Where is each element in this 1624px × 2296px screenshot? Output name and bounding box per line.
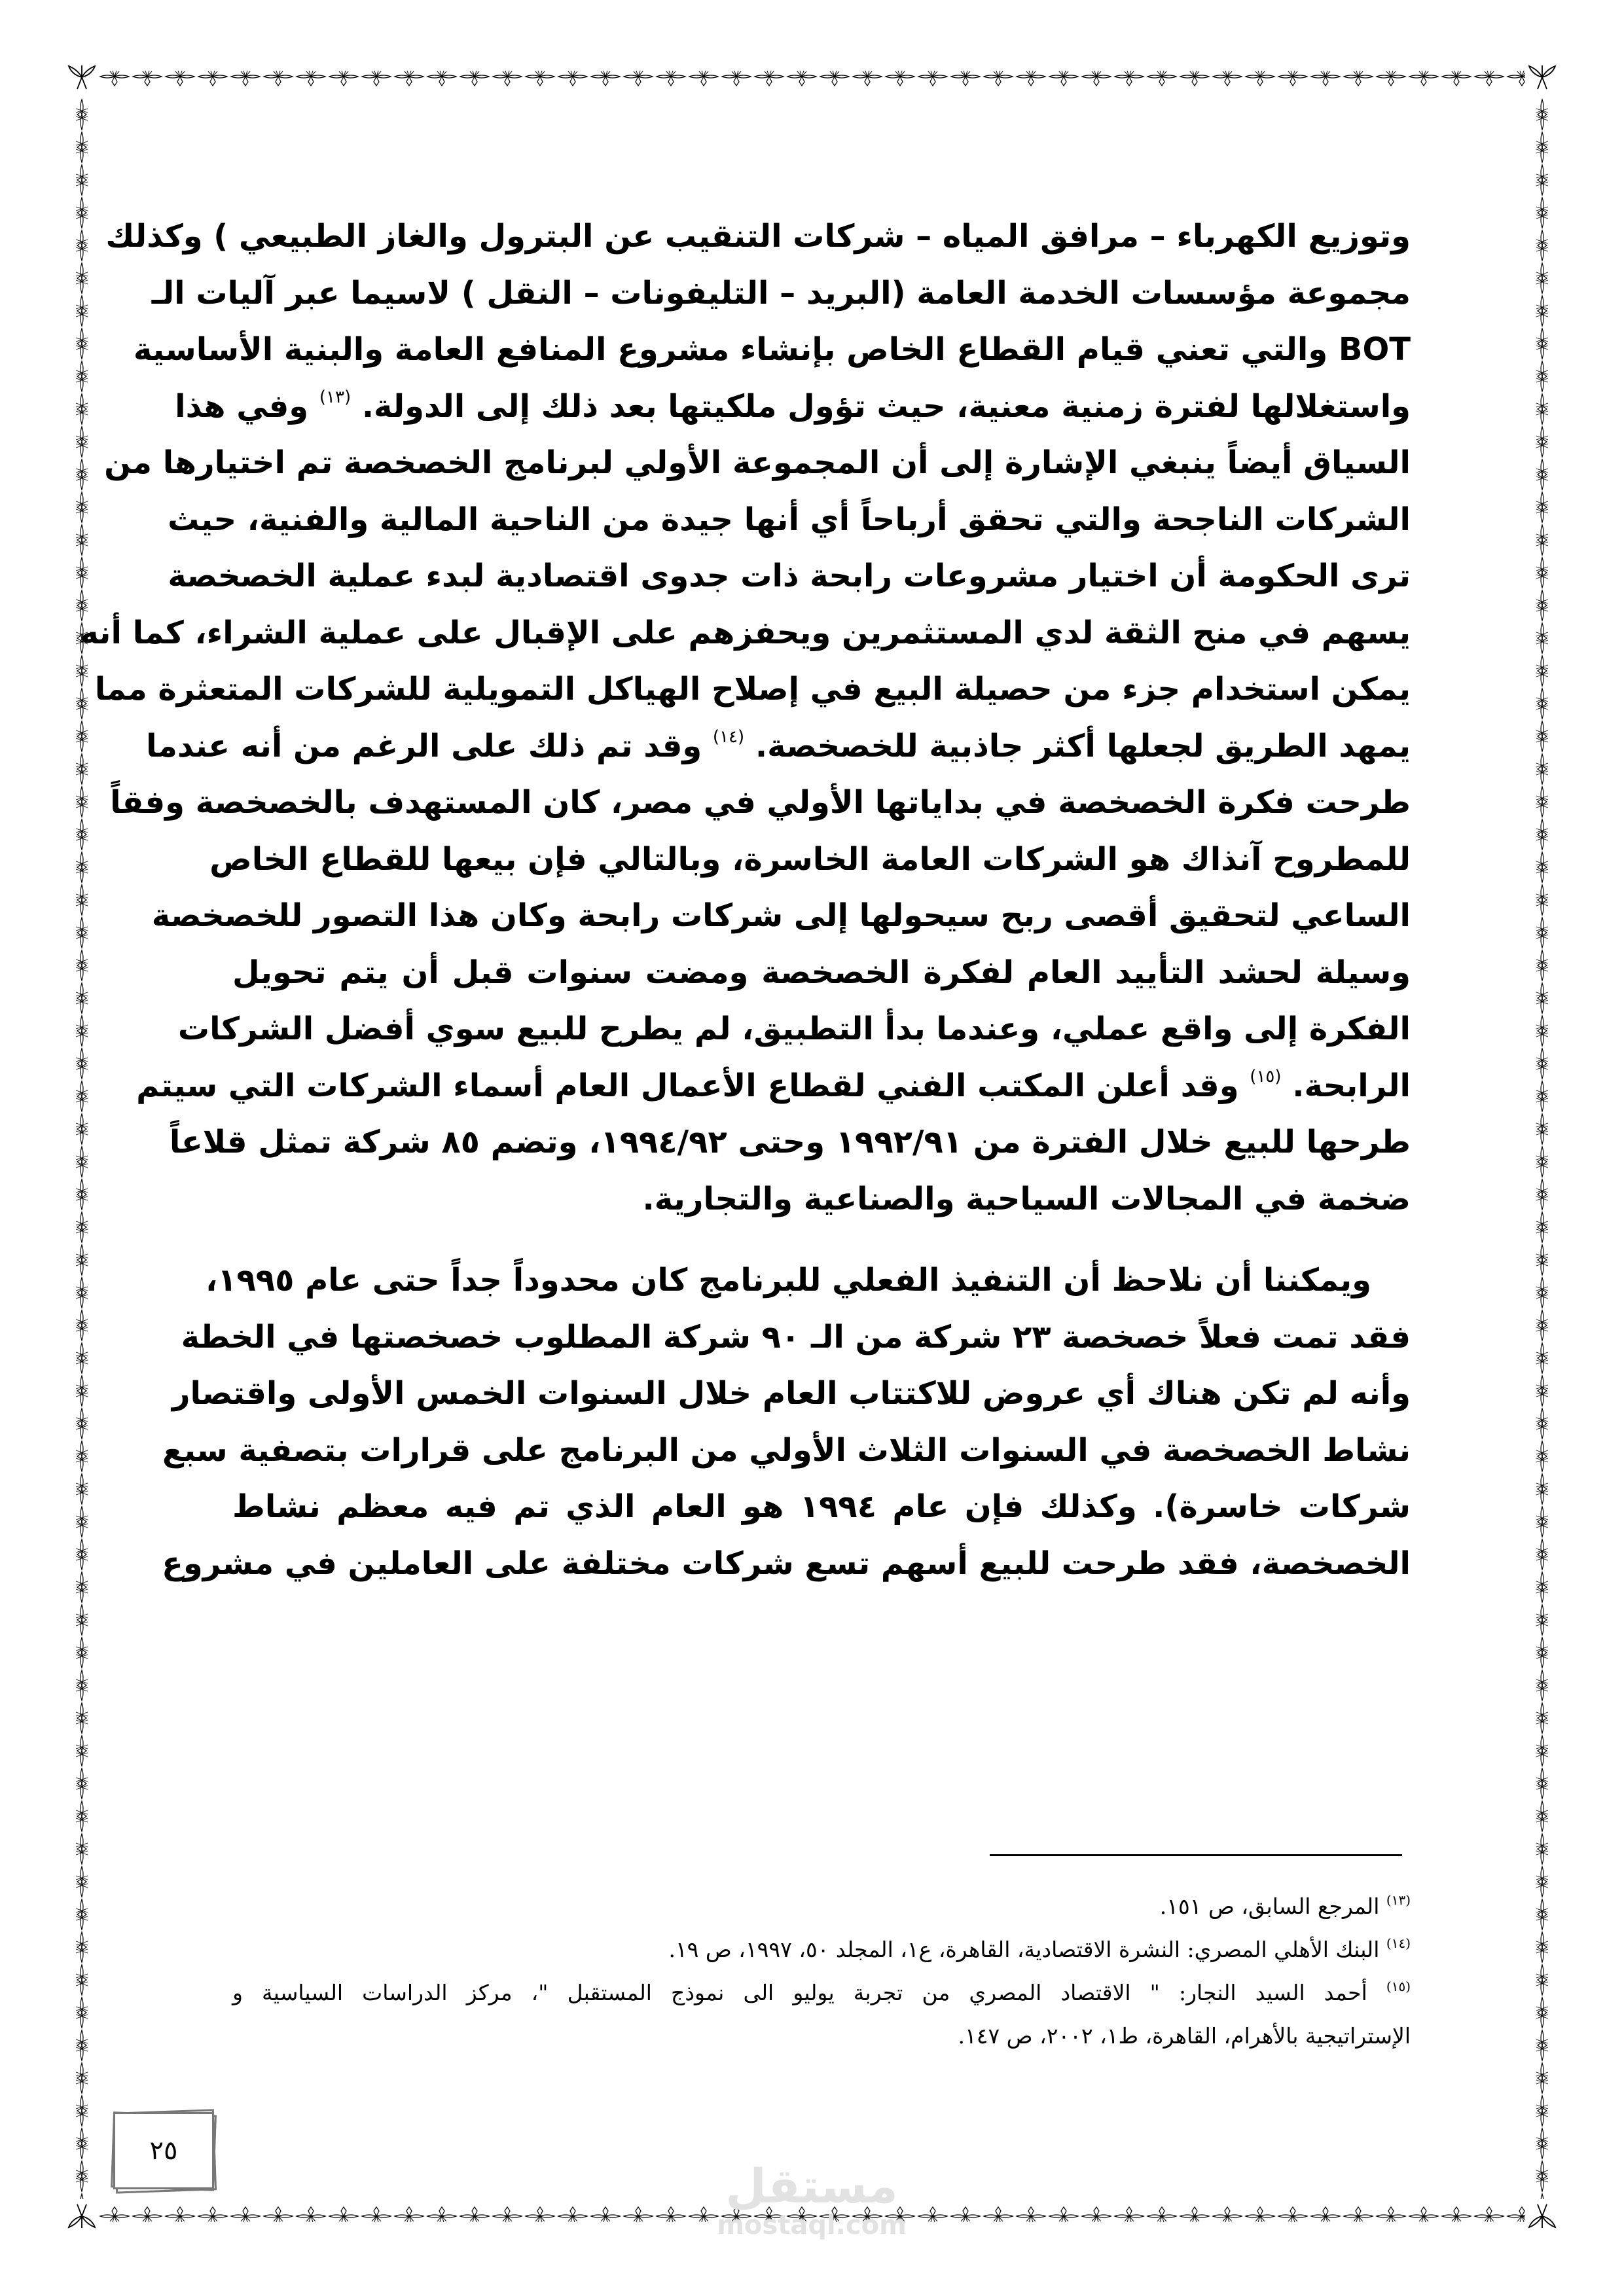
text-line: الخصخصة، فقد طرحت للبيع أسهم تسع شركات مختلفة على العاملين في مشروع: [162, 1545, 1411, 1582]
footnote-separator: [990, 1854, 1402, 1856]
paragraph-2: [162, 1252, 1411, 1592]
footnote-marker: (١٥): [1386, 1979, 1411, 1994]
watermark-latin: mostaql.com: [717, 2210, 907, 2240]
footnote-ref-15[interactable]: (١٥): [1250, 1066, 1282, 1086]
line-text: وقد تم ذلك على الرغم من أنه عندما: [146, 727, 702, 764]
text-line: مجموعة مؤسسات الخدمة العامة (البريد – التليفونات – النقل ) لاسيما عبر آليات الـ: [151, 274, 1411, 312]
line-text: وقد أعلن المكتب الفني لقطاع الأعمال العام أسماء الشركات التي سيتم: [136, 1067, 1239, 1104]
ornamental-corner-top-left: [65, 63, 98, 96]
footnote-text: المرجع السابق، ص ١٥١.: [1159, 1893, 1380, 1919]
footnotes: [232, 1885, 1411, 2058]
text-line: وسيلة لحشد التأييد العام لفكرة الخصخصة ومضت سنوات قبل أن يتم تحويل: [232, 954, 1411, 991]
text-line: السياق أيضاً ينبغي الإشارة إلى أن المجموعة الأولي لبرنامج الخصخصة تم اختيارها من: [104, 444, 1411, 481]
footnote-text: البنك الأهلي المصري: النشرة الاقتصادية، القاهرة، ع١، المجلد ٥٠، ١٩٩٧، ص ١٩.: [668, 1937, 1380, 1962]
text-line: الفكرة إلى واقع عملي، وعندما بدأ التطبيق، لم يطرح للبيع سوي أفضل الشركات: [177, 1011, 1411, 1047]
ornamental-corner-bottom-right: [1526, 2198, 1559, 2231]
footnote-13: [232, 1885, 1411, 1928]
watermark-arabic: مستقل: [725, 2159, 898, 2214]
text-line: طرحها للبيع خلال الفترة من ١٩٩٢/٩١ وحتى ١٩٩٤/٩٢، وتضم ٨٥ شركة تمثل قلاعاً: [169, 1124, 1411, 1160]
text-line: ترى الحكومة أن اختيار مشروعات رابحة ذات جدوى اقتصادية لبدء عملية الخصخصة: [168, 558, 1411, 594]
text-line: ويمكننا أن نلاحظ أن التنفيذ الفعلي للبرنامج كان محدوداً جداً حتى عام ١٩٩٥،: [205, 1262, 1371, 1299]
paragraph-1: [80, 208, 1411, 1227]
text-line: للمطروح آنذاك هو الشركات العامة الخاسرة، وبالتالي فإن بيعها للقطاع الخاص: [209, 840, 1411, 878]
ornamental-corner-bottom-left: [65, 2198, 98, 2231]
text-line: طرحت فكرة الخصخصة في بداياتها الأولي في مصر، كان المستهدف بالخصخصة وفقاً: [110, 784, 1411, 821]
text-line: يمكن استخدام جزء من حصيلة البيع في إصلاح الهياكل التمويلية للشركات المتعثرة مما: [94, 671, 1411, 708]
footnote-15: [232, 1971, 1411, 2015]
footnote-ref-14[interactable]: (١٤): [712, 726, 745, 747]
ornamental-corner-top-right: [1526, 63, 1559, 96]
text-line: وتوزيع الكهرباء – مرافق المياه – شركات التنقيب عن البترول والغاز الطبيعي ) وكذلك: [105, 218, 1411, 255]
ornamental-border-left: [72, 98, 92, 2199]
page-number: ٢٥: [113, 2112, 214, 2189]
text-line: يسهم في منح الثقة لدي المستثمرين ويحفزهم على الإقبال على عملية الشراء، كما أنه: [80, 614, 1411, 651]
ornamental-border-right: [1532, 98, 1552, 2199]
line-text: واستغلالها لفترة زمنية معنية، حيث تؤول ملكيتها بعد ذلك إلى الدولة.: [361, 387, 1411, 425]
body-text: [80, 208, 1411, 1592]
text-line: نشاط الخصخصة في السنوات الثلاث الأولي من البرنامج على قرارات بتصفية سبع: [162, 1431, 1411, 1469]
watermark-logo: [713, 2160, 910, 2238]
text-line: وأنه لم تكن هناك أي عروض للاكتتاب العام خلال السنوات الخمس الأولى واقتصار: [171, 1375, 1411, 1412]
line-text: وفي هذا: [175, 387, 309, 425]
text-line: [136, 1058, 1411, 1115]
text-line: BOT والتي تعني قيام القطاع الخاص بإنشاء مشروع المنافع العامة والبنية الأساسية: [133, 331, 1411, 368]
text-line: فقد تمت فعلاً خصخصة ٢٣ شركة من الـ ٩٠ شركة المطلوب خصخصتها في الخطة: [181, 1318, 1411, 1355]
text-line: ضخمة في المجالات السياحية والصناعية والتجارية.: [642, 1180, 1411, 1217]
footnote-14: [232, 1928, 1411, 1971]
line-text: الرابحة.: [1292, 1067, 1411, 1104]
footnote-marker: (١٤): [1386, 1935, 1411, 1951]
text-line: شركات خاسرة). وكذلك فإن عام ١٩٩٤ هو العام الذي تم فيه معظم نشاط: [232, 1488, 1411, 1525]
text-line: الشركات الناجحة والتي تحقق أرباحاً أي أنها جيدة من الناحية المالية والفنية، حيث: [168, 501, 1411, 538]
footnote-ref-13[interactable]: (١٣): [319, 387, 352, 407]
text-line: [146, 718, 1411, 775]
line-text: يمهد الطريق لجعلها أكثر جاذبية للخصخصة.: [755, 727, 1411, 764]
page-number-frame: [108, 2104, 219, 2196]
text-line: [175, 378, 1411, 435]
footnote-marker: (١٣): [1386, 1892, 1411, 1908]
footnote-text: أحمد السيد النجار: " الاقتصاد المصري من تجربة يوليو الى نموذج المستقبل "، مركز الدراسات السياسية و: [232, 1980, 1367, 2005]
ornamental-border-top: [98, 67, 1525, 87]
footnote-15-continuation: الإستراتيجية بالأهرام، القاهرة، ط١، ٢٠٠٢، ص ١٤٧.: [958, 2023, 1411, 2049]
text-line: الساعي لتحقيق أقصى ربح سيحولها إلى شركات رابحة وكان هذا التصور للخصخصة: [151, 897, 1411, 934]
